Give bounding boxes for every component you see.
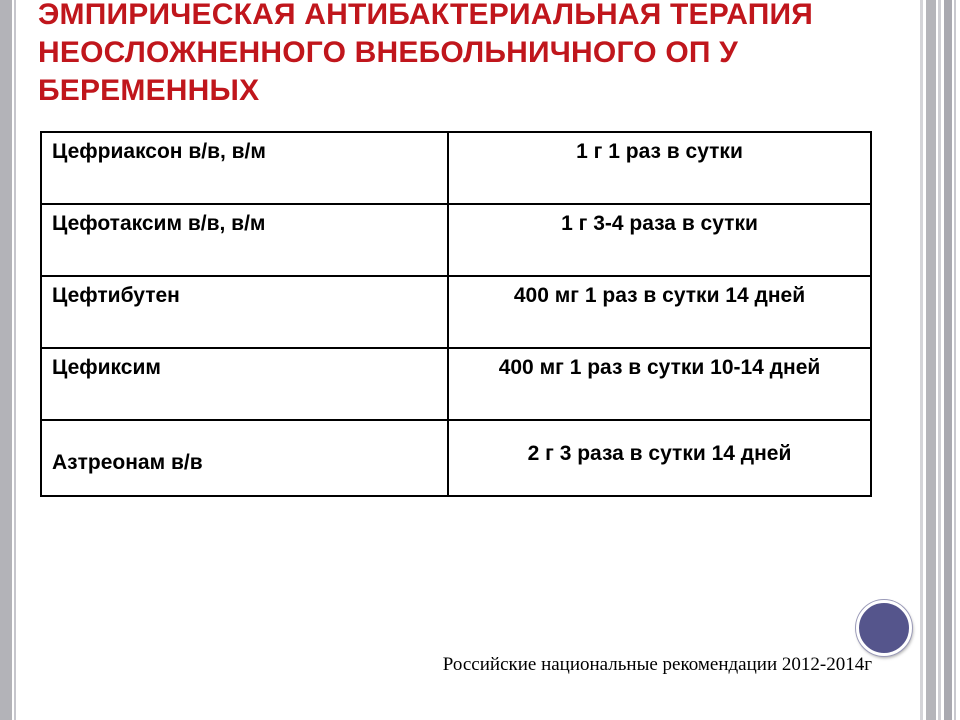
slide-accent-circle [856,600,912,656]
right-stripe [926,0,936,720]
right-stripe [954,0,956,720]
table-row [41,204,871,276]
slide-title: ЭМПИРИЧЕСКАЯ АНТИБАКТЕРИАЛЬНАЯ ТЕРАПИЯ НЕОСЛОЖНЕННОГО ВНЕБОЛЬНИЧНОГО ОП У БЕРЕМЕННЫХ [38,0,814,107]
drug-cell: Цефтибутен [41,276,448,348]
therapy-table [40,131,872,497]
drug-cell: Цефриаксон в/в, в/м [41,132,448,204]
dose-cell: 400 мг 1 раз в сутки 14 дней [448,276,871,348]
dose-cell: 1 г 1 раз в сутки [448,132,871,204]
dose-cell: 1 г 3-4 раза в сутки [448,204,871,276]
table-row [41,420,871,496]
left-decorative-line [14,0,16,720]
table-row [41,132,871,204]
table-row [41,348,871,420]
left-decorative-bar [0,0,12,720]
dose-cell: 400 мг 1 раз в сутки 10-14 дней [448,348,871,420]
table-row [41,276,871,348]
right-stripe [944,0,952,720]
right-stripe [938,0,941,720]
source-citation: Российские национальные рекомендации 2012-2014г [442,654,872,675]
drug-cell: Азтреонам в/в [41,420,448,496]
right-stripe [920,0,923,720]
dose-cell: 2 г 3 раза в сутки 14 дней [448,420,871,496]
right-decorative-panel [918,0,960,720]
drug-cell: Цефиксим [41,348,448,420]
drug-cell: Цефотаксим в/в, в/м [41,204,448,276]
